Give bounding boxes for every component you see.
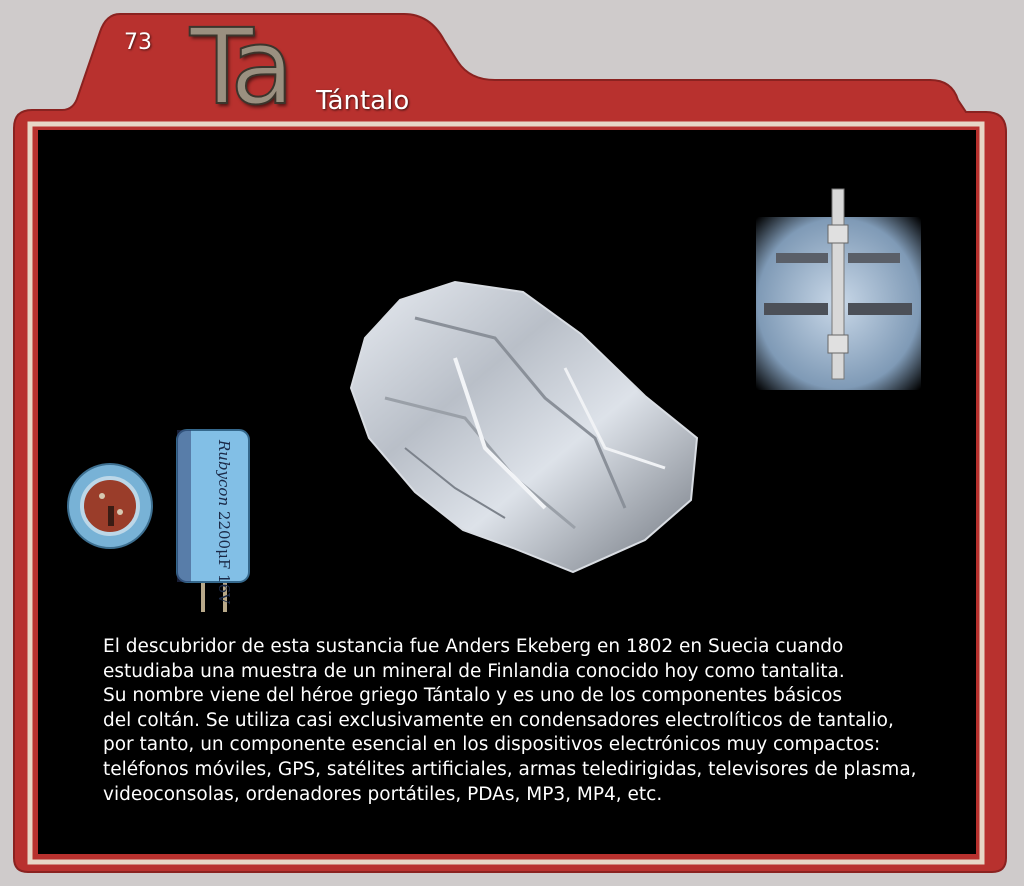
atomic-number: 73 [124, 30, 152, 55]
description-line: videoconsolas, ordenadores portátiles, PDAs, MP3, MP4, etc. [103, 783, 663, 805]
description-line: Su nombre viene del héroe griego Tántalo y es uno de los componentes básicos [103, 685, 843, 707]
tantalum-crystal-image [345, 278, 705, 578]
element-symbol: Ta [190, 6, 289, 128]
description-line: estudiaba una muestra de un mineral de Finlandia conocido hoy como tantalita. [103, 660, 845, 682]
description-text [103, 635, 963, 807]
electrolytic-capacitor-image [175, 428, 251, 612]
description-line: teléfonos móviles, GPS, satélites artificiales, armas teledirigidas, televisores de plasma, [103, 758, 917, 780]
description-line: por tanto, un componente esencial en los dispositivos electrónicos muy compactos: [103, 734, 881, 756]
capacitor-label [215, 440, 233, 604]
capacitor-brand: Rubycon [215, 440, 233, 507]
description-line: El descubridor de esta sustancia fue Anders Ekeberg en 1802 en Suecia cuando [103, 636, 844, 657]
capacitor-body [175, 428, 251, 612]
disc-capacitor-image [64, 460, 156, 552]
description-line: del coltán. Se utiliza casi exclusivamente en condensadores electrolíticos de tantalio, [103, 709, 894, 731]
space-station-image [756, 185, 921, 390]
capacitor-capacitance: 2200μF [215, 510, 233, 570]
capacitor-voltage: 16V [215, 574, 233, 604]
element-name: Tántalo [316, 86, 410, 116]
